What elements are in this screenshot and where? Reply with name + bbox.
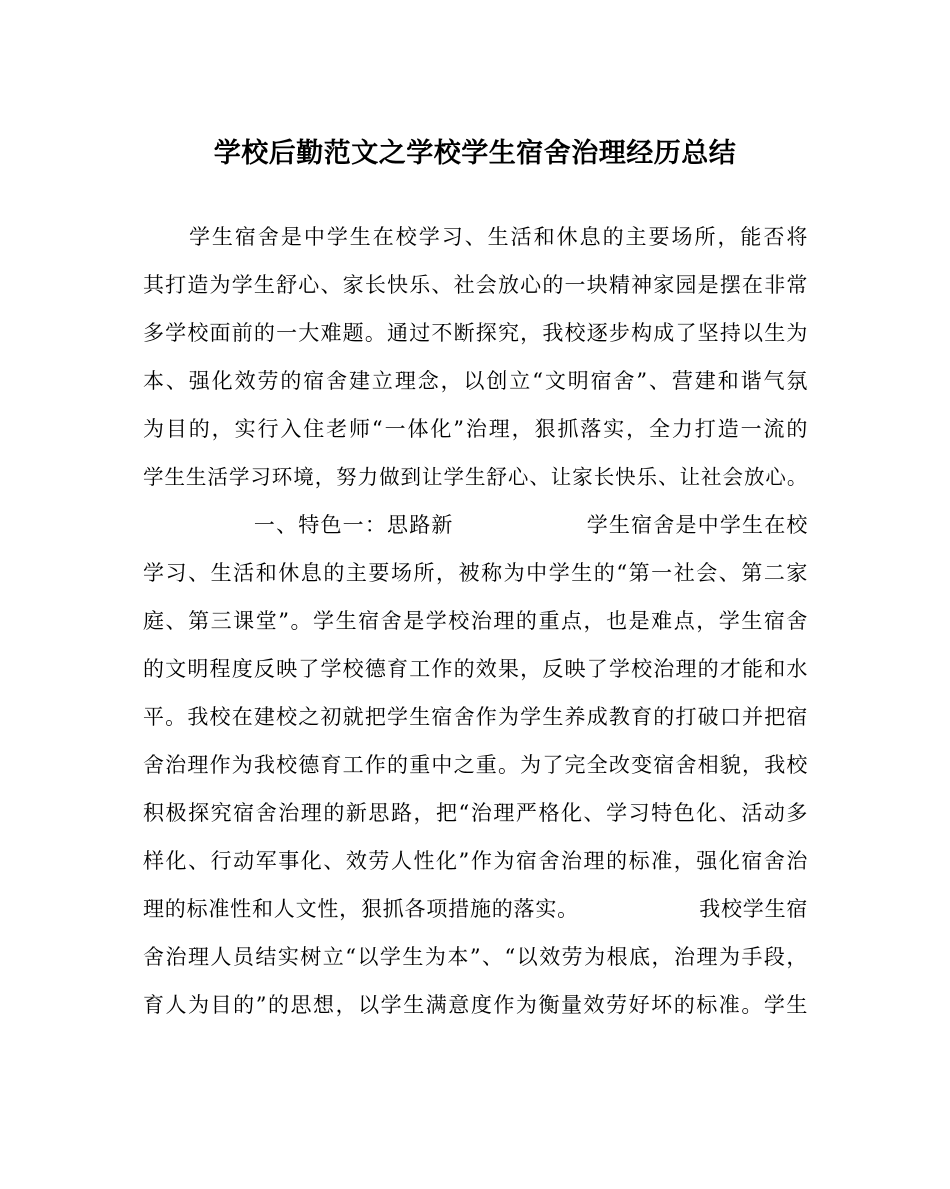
body-line: 理的标准性和人文性，狠抓各项措施的落实。 我校学生宿 — [143, 897, 808, 921]
body-line: 为目的，实行入住老师“一体化”治理，狠抓落实，全力打造一流的 — [143, 417, 808, 441]
body-line: 舍治理人员结实树立“以学生为本”、“以效劳为根底，治理为手段， — [143, 945, 808, 969]
body-line: 学生宿舍是中学生在校学习、生活和休息的主要场所，能否将 — [143, 225, 808, 249]
body-line: 舍治理作为我校德育工作的重中之重。为了完全改变宿舍相貌，我校 — [143, 753, 808, 777]
body-line: 样化、行动军事化、效劳人性化”作为宿舍治理的标准，强化宿舍治 — [143, 849, 808, 873]
body-line: 学生生活学习环境，努力做到让学生舒心、让家长快乐、让社会放心。 — [143, 465, 808, 489]
body-line: 本、强化效劳的宿舍建立理念，以创立“文明宿舍”、营建和谐气氛 — [143, 369, 808, 393]
body-line: 育人为目的”的思想，以学生满意度作为衡量效劳好坏的标准。学生 — [143, 993, 808, 1017]
body-line: 庭、第三课堂”。学生宿舍是学校治理的重点，也是难点，学生宿舍 — [143, 609, 808, 633]
body-line: 积极探究宿舍治理的新思路，把“治理严格化、学习特色化、活动多 — [143, 801, 808, 825]
body-line: 学习、生活和休息的主要场所，被称为中学生的“第一社会、第二家 — [143, 561, 808, 585]
document-title: 学校后勤范文之学校学生宿舍治理经历总结 — [213, 138, 737, 169]
body-line: 多学校面前的一大难题。通过不断探究，我校逐步构成了坚持以生为 — [143, 321, 808, 345]
body-line: 平。我校在建校之初就把学生宿舍作为学生养成教育的打破口并把宿 — [143, 705, 808, 729]
body-line: 其打造为学生舒心、家长快乐、社会放心的一块精神家园是摆在非常 — [143, 273, 808, 297]
body-line: 一、特色一：思路新 学生宿舍是中学生在校 — [143, 513, 808, 537]
body-line: 的文明程度反映了学校德育工作的效果，反映了学校治理的才能和水 — [143, 657, 808, 681]
